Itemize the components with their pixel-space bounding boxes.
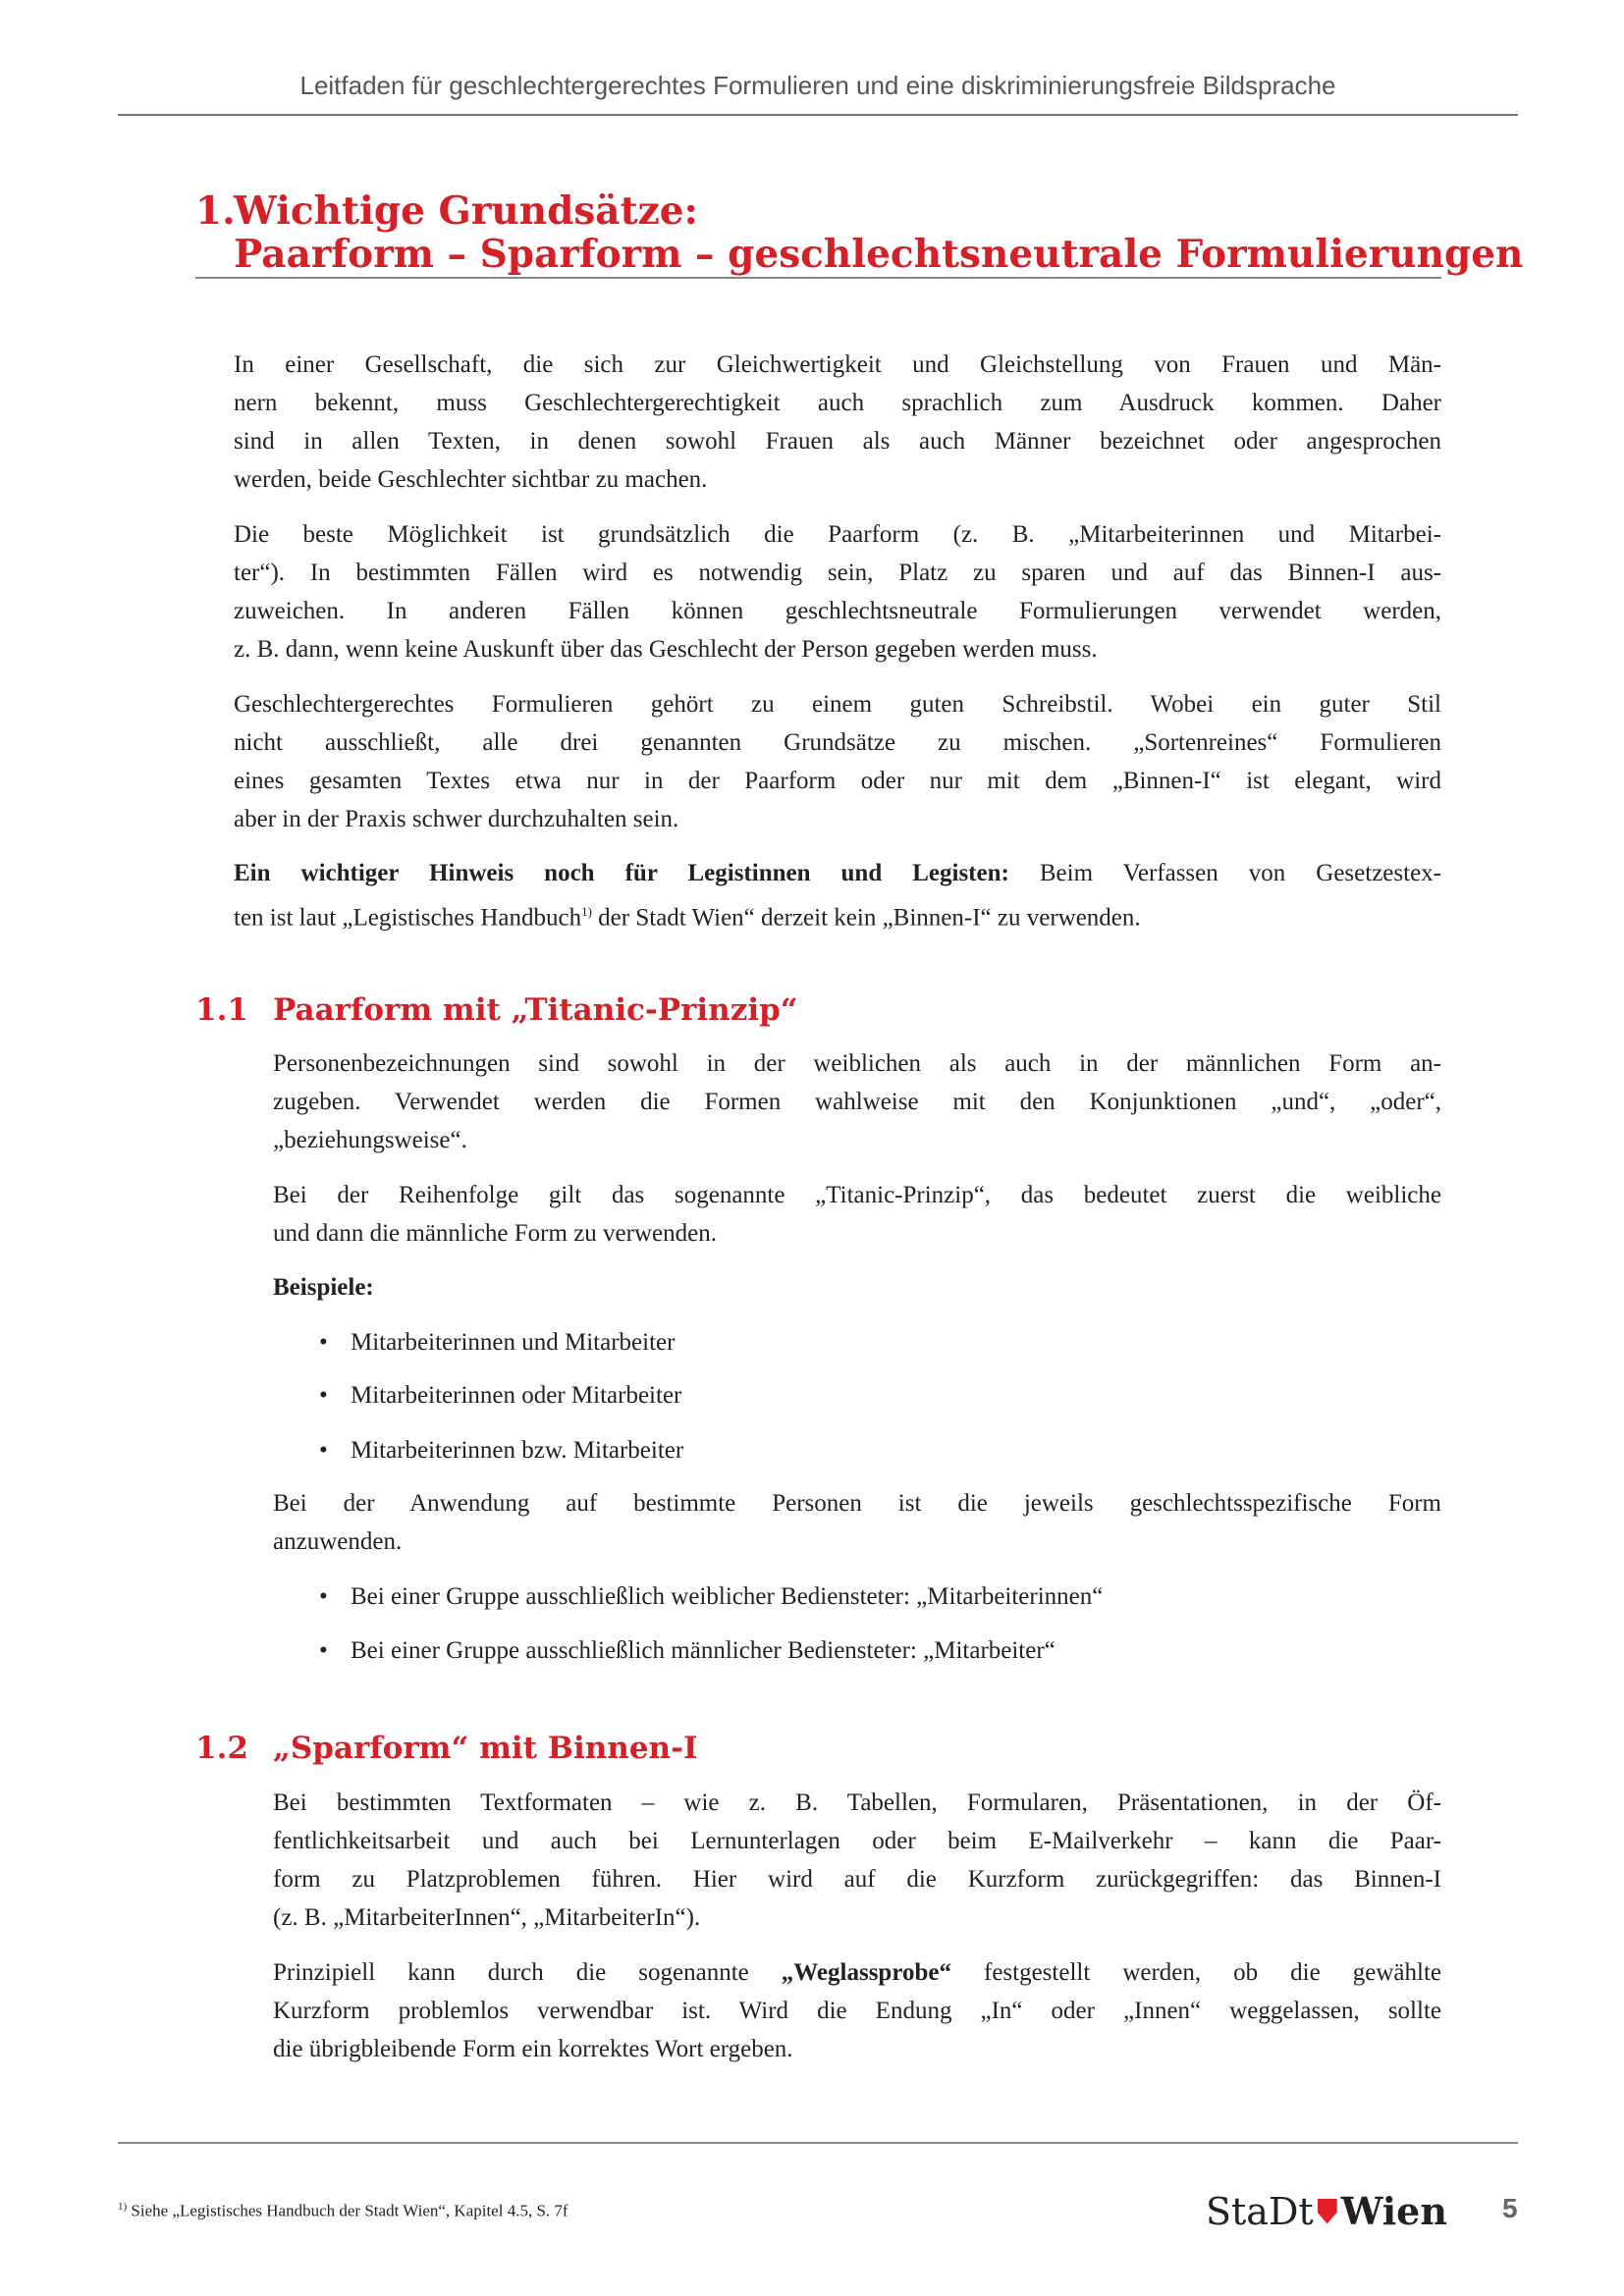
- page-number: 5: [1502, 2193, 1518, 2223]
- text-line-content: nicht ausschließt, alle drei genannten Grundsätze zu mischen. „Sortenreines“ Formulieren: [234, 729, 1441, 756]
- logo-text-stadt: StaDt: [1206, 2189, 1314, 2233]
- intro-paragraph-4: [234, 854, 1441, 936]
- text-line: [234, 460, 1441, 499]
- text-line-content: „beziehungsweise“.: [273, 1127, 467, 1153]
- header-rule: [118, 114, 1518, 116]
- text-line: [273, 1083, 1441, 1121]
- text: Prinzipiell kann durch die sogenannte: [273, 1959, 782, 1986]
- intro-paragraph-1: [234, 346, 1441, 499]
- text-line: [234, 630, 1441, 668]
- text-line-content: Bei der Reihenfolge gilt das sogenannte „Titanic-Prinzip“, das bedeutet zuerst die weibliche: [273, 1182, 1441, 1208]
- logo-text-wien: Wien: [1340, 2189, 1447, 2233]
- intro-paragraph-2: [234, 515, 1441, 668]
- text: festgestellt werden, ob die gewählte: [950, 1959, 1441, 1986]
- section-1-1-number: 1.1: [195, 992, 248, 1028]
- intro-paragraph-3: [234, 685, 1441, 838]
- text-line-content: form zu Platzproblemen führen. Hier wird auf die Kurzform zurückgegriffen: das Binnen-I: [273, 1866, 1441, 1893]
- stadt-wien-logo: [1206, 2189, 1447, 2233]
- text-line-content: Bei der Anwendung auf bestimmte Personen ist die jeweils geschlechtsspezifische Form: [273, 1490, 1441, 1517]
- text-line: [273, 1822, 1441, 1860]
- text-line: [234, 800, 1441, 838]
- text-line: [234, 592, 1441, 630]
- text-line: [273, 1898, 1441, 1937]
- text-line-content: nern bekennt, muss Geschlechtergerechtigkeit auch sprachlich zum Ausdruck kommen. Daher: [234, 390, 1441, 416]
- text-line: [273, 1860, 1441, 1898]
- text: ten ist laut „Legistisches Handbuch: [234, 904, 582, 932]
- vienna-shield-icon: [1318, 2199, 1337, 2224]
- list-item-text: Bei einer Gruppe ausschließlich männlicher Bediensteter: „Mitarbeiter“: [351, 1637, 1056, 1664]
- text-line: [234, 384, 1441, 422]
- text-line: [273, 1522, 1441, 1561]
- text-line-content: Personenbezeichnungen sind sowohl in der weiblichen als auch in der männlichen Form an-: [273, 1050, 1441, 1077]
- s11-paragraph-3: [273, 1484, 1441, 1561]
- text-line-content: (z. B. „MitarbeiterInnen“, „MitarbeiterIn“).: [273, 1904, 701, 1931]
- list-item: • Mitarbeiterinnen bzw. Mitarbeiter: [319, 1437, 684, 1464]
- footnote: [118, 2201, 568, 2221]
- text-line-content: anzuwenden.: [273, 1528, 403, 1555]
- text-line: [234, 685, 1441, 723]
- text-line: [273, 1214, 1441, 1253]
- text-line-content: werden, beide Geschlechter sichtbar zu machen.: [234, 466, 708, 493]
- text: die übrigbleibende Form ein korrektes Wort ergeben.: [273, 2036, 793, 2062]
- list-item-text: Mitarbeiterinnen bzw. Mitarbeiter: [351, 1437, 684, 1464]
- section-1-2-number: 1.2: [195, 1731, 248, 1766]
- text-line-content: In einer Gesellschaft, die sich zur Gleichwertigkeit und Gleichstellung von Frauen und Män-: [234, 351, 1441, 378]
- list-item: • Bei einer Gruppe ausschließlich weiblicher Bediensteter: „Mitarbeiterinnen“: [319, 1583, 1104, 1610]
- text-line: [234, 723, 1441, 762]
- text-line-content: ter“). In bestimmten Fällen wird es notwendig sein, Platz zu sparen und auf das Binnen-I aus-: [234, 560, 1441, 586]
- text-line: [273, 1121, 1441, 1159]
- text-line: [234, 346, 1441, 384]
- footnote-marker: 1): [118, 2201, 128, 2213]
- list-item: • Bei einer Gruppe ausschließlich männlicher Bediensteter: „Mitarbeiter“: [319, 1637, 1056, 1664]
- running-header: Leitfaden für geschlechtergerechtes Formulieren und eine diskriminierungsfreie Bildsprache: [299, 71, 1336, 100]
- text-line: [234, 762, 1441, 800]
- text: Beim Verfassen von Gesetzestex-: [1008, 860, 1441, 886]
- text-line: [273, 1784, 1441, 1822]
- text-line-content: fentlichkeitsarbeit und auch bei Lernunterlagen oder beim E-Mailverkehr – kann die Paar-: [273, 1828, 1441, 1854]
- list-item: • Mitarbeiterinnen oder Mitarbeiter: [319, 1382, 682, 1409]
- legist-note-label: Ein wichtiger Hinweis noch für Legistinnen und Legisten:: [234, 860, 1009, 886]
- text-line-content: zugeben. Verwendet werden die Formen wahlweise mit den Konjunktionen „und“, „oder“,: [273, 1089, 1441, 1115]
- examples-label: Beispiele:: [273, 1274, 374, 1301]
- text-line-content: und dann die männliche Form zu verwenden.: [273, 1220, 717, 1247]
- text-line-content: z. B. dann, wenn keine Auskunft über das Geschlecht der Person gegeben werden muss.: [234, 636, 1098, 663]
- section-1-1-title: Paarform mit „Titanic-Prinzip“: [273, 992, 798, 1028]
- s12-paragraph-2: [273, 1953, 1441, 2068]
- footnote-text: Siehe „Legistisches Handbuch der Stadt Wien“, Kapitel 4.5, S. 7f: [127, 2201, 568, 2220]
- text-line: [234, 422, 1441, 460]
- list-item: • Mitarbeiterinnen und Mitarbeiter: [319, 1329, 676, 1356]
- s12-paragraph-1: [273, 1784, 1441, 1937]
- s11-paragraph-2: [273, 1176, 1441, 1253]
- section-1-2-title: „Sparform“ mit Binnen-I: [273, 1731, 698, 1766]
- list-item-text: Bei einer Gruppe ausschließlich weiblicher Bediensteter: „Mitarbeiterinnen“: [351, 1583, 1104, 1610]
- text-line-content: sind in allen Texten, in denen sowohl Frauen als auch Männer bezeichnet oder angesprochen: [234, 428, 1441, 454]
- chapter-title-line2: Paarform – Sparform – geschlechtsneutrale Formulierungen: [234, 232, 1524, 277]
- text-line-content: Bei bestimmten Textformaten – wie z. B. Tabellen, Formularen, Präsentationen, in der Öf-: [273, 1789, 1441, 1816]
- s11-paragraph-1: [273, 1044, 1441, 1159]
- text-line: [273, 1044, 1441, 1083]
- text: der Stadt Wien“ derzeit kein „Binnen-I“ zu verwenden.: [591, 904, 1141, 932]
- text-line-content: Die beste Möglichkeit ist grundsätzlich die Paarform (z. B. „Mitarbeiterinnen und Mitarbei-: [234, 521, 1441, 548]
- text: Kurzform problemlos verwendbar ist. Wird die Endung „In“ oder „Innen“ weggelassen, sollte: [273, 1998, 1441, 2024]
- list-item-text: Mitarbeiterinnen und Mitarbeiter: [351, 1329, 676, 1356]
- list-item-text: Mitarbeiterinnen oder Mitarbeiter: [351, 1382, 682, 1409]
- text-line: [273, 1484, 1441, 1522]
- text-line: [234, 515, 1441, 554]
- text-line-content: Geschlechtergerechtes Formulieren gehört zu einem guten Schreibstil. Wobei ein guter Stil: [234, 691, 1441, 718]
- footnote-ref[interactable]: 1): [581, 904, 592, 919]
- text-line-content: eines gesamten Textes etwa nur in der Paarform oder nur mit dem „Binnen-I“ ist elegant, wird: [234, 768, 1441, 794]
- text-line-content: zuweichen. In anderen Fällen können geschlechtsneutrale Formulierungen verwendet werden,: [234, 598, 1441, 624]
- chapter-number: 1.: [195, 188, 236, 234]
- text-line-content: aber in der Praxis schwer durchzuhalten sein.: [234, 806, 679, 832]
- text-line: [234, 554, 1441, 592]
- chapter-rule: [195, 277, 1441, 279]
- text-line: [273, 1176, 1441, 1214]
- weglassprobe-term: „Weglassprobe“: [781, 1959, 951, 1986]
- chapter-title-line1: Wichtige Grundsätze:: [234, 188, 698, 234]
- footer-rule: [118, 2142, 1518, 2144]
